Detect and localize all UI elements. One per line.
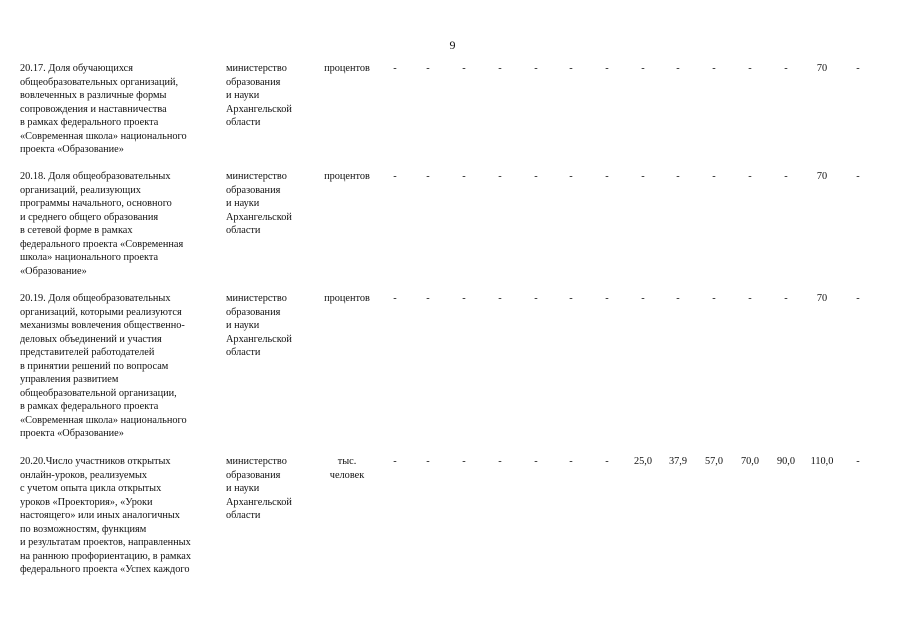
text-line: процентов bbox=[324, 293, 370, 304]
value-cell: - bbox=[569, 456, 573, 467]
text-line: «Образование» bbox=[20, 265, 87, 277]
value-cell: - bbox=[676, 171, 680, 182]
value-cell: - bbox=[569, 171, 573, 182]
value-cell: 57,0 bbox=[704, 456, 724, 467]
text-line: 20.17. Доля обучающихся bbox=[20, 63, 133, 74]
text-line: образования bbox=[226, 469, 281, 481]
text-line: области bbox=[226, 117, 261, 128]
text-line: организаций, которыми реализуются bbox=[20, 306, 182, 318]
text-line: и среднего общего образования bbox=[20, 211, 159, 223]
text-line: федерального проекта «Современная bbox=[20, 238, 184, 250]
value-cell: - bbox=[856, 63, 860, 74]
text-line: и науки bbox=[226, 483, 260, 494]
unit-of-measure bbox=[314, 62, 380, 76]
text-line: области bbox=[226, 225, 261, 236]
value-cell: - bbox=[856, 171, 860, 182]
value-cell: - bbox=[393, 456, 397, 467]
indicator-name bbox=[20, 455, 220, 577]
text-line: образования bbox=[226, 76, 281, 88]
text-line: в рамках федерального проекта bbox=[20, 117, 159, 128]
value-cell: - bbox=[462, 293, 466, 304]
value-cell: - bbox=[426, 456, 430, 467]
value-cell: 25,0 bbox=[633, 456, 653, 467]
text-line: настоящего» или иных аналогичных bbox=[20, 510, 180, 521]
text-line: на раннюю профориентацию, в рамках bbox=[20, 550, 192, 562]
text-line: области bbox=[226, 510, 261, 521]
text-line: общеобразовательных организаций, bbox=[20, 76, 179, 88]
value-cell: 70,0 bbox=[740, 456, 760, 467]
value-cell: - bbox=[641, 171, 645, 182]
text-line: образования bbox=[226, 306, 281, 318]
text-line: с учетом опыта цикла открытых bbox=[20, 483, 162, 494]
text-line: деловых объединений и участия bbox=[20, 333, 162, 345]
text-line: министерство bbox=[226, 171, 287, 182]
value-cell: - bbox=[534, 63, 538, 74]
text-line: в сетевой форме в рамках bbox=[20, 225, 133, 236]
text-line: онлайн-уроков, реализуемых bbox=[20, 469, 148, 481]
value-cell: - bbox=[393, 171, 397, 182]
value-cell: - bbox=[712, 293, 716, 304]
value-cell: - bbox=[462, 171, 466, 182]
responsible-executor bbox=[226, 292, 316, 360]
value-cell: - bbox=[712, 171, 716, 182]
value-cell: - bbox=[784, 63, 788, 74]
value-cell: - bbox=[605, 293, 609, 304]
text-line: и науки bbox=[226, 90, 260, 101]
text-line: уроков «Проектория», «Уроки bbox=[20, 496, 153, 508]
text-line: организаций, реализующих bbox=[20, 184, 141, 196]
value-cell: 90,0 bbox=[776, 456, 796, 467]
text-line: вовлеченных в различные формы bbox=[20, 90, 167, 101]
text-line: министерство bbox=[226, 293, 287, 304]
value-cell: 70 bbox=[816, 171, 828, 182]
value-cell: - bbox=[534, 171, 538, 182]
value-cell: - bbox=[498, 63, 502, 74]
text-line: министерство bbox=[226, 63, 287, 74]
value-cell: 70 bbox=[816, 63, 828, 74]
text-line: 20.18. Доля общеобразовательных bbox=[20, 171, 171, 182]
value-cell: - bbox=[426, 293, 430, 304]
value-cell: - bbox=[676, 293, 680, 304]
text-line: процентов bbox=[324, 171, 370, 182]
value-cell: - bbox=[641, 63, 645, 74]
value-cell: - bbox=[426, 171, 430, 182]
text-line: министерство bbox=[226, 456, 287, 467]
text-line: сопровождения и наставничества bbox=[20, 103, 167, 115]
value-cell: - bbox=[462, 63, 466, 74]
text-line: управления развитием bbox=[20, 374, 119, 385]
text-line: Архангельской bbox=[226, 333, 292, 345]
value-cell: - bbox=[676, 63, 680, 74]
text-line: проекта «Образование» bbox=[20, 428, 124, 439]
text-line: и результатам проектов, направленных bbox=[20, 537, 191, 548]
value-cell: 70 bbox=[816, 293, 828, 304]
indicator-name bbox=[20, 170, 220, 278]
value-cell: - bbox=[605, 171, 609, 182]
value-cell: - bbox=[534, 456, 538, 467]
text-line: «Современная школа» национального bbox=[20, 414, 187, 426]
value-cell: - bbox=[426, 63, 430, 74]
text-line: представителей работодателей bbox=[20, 347, 155, 358]
text-line: «Современная школа» национального bbox=[20, 130, 187, 142]
text-line: 20.20.Число участников открытых bbox=[20, 456, 171, 467]
text-line: программы начального, основного bbox=[20, 198, 172, 209]
text-line: в рамках федерального проекта bbox=[20, 401, 159, 412]
value-cell: - bbox=[569, 293, 573, 304]
unit-of-measure bbox=[314, 292, 380, 306]
text-line: проекта «Образование» bbox=[20, 144, 124, 155]
value-cell: - bbox=[605, 456, 609, 467]
value-cell: - bbox=[856, 293, 860, 304]
text-line: и науки bbox=[226, 198, 260, 209]
text-line: механизмы вовлечения общественно- bbox=[20, 320, 185, 331]
text-line: по возможностям, функциям bbox=[20, 523, 147, 535]
indicator-name bbox=[20, 292, 220, 441]
text-line: в принятии решений по вопросам bbox=[20, 360, 169, 372]
value-cell: - bbox=[784, 293, 788, 304]
value-cell: - bbox=[569, 63, 573, 74]
unit-of-measure bbox=[314, 170, 380, 184]
text-line: федерального проекта «Успех каждого bbox=[20, 564, 190, 575]
value-cell: - bbox=[605, 63, 609, 74]
value-cell: - bbox=[534, 293, 538, 304]
value-cell: - bbox=[748, 63, 752, 74]
value-cell: - bbox=[498, 293, 502, 304]
responsible-executor bbox=[226, 62, 316, 130]
value-cell: 37,9 bbox=[668, 456, 688, 467]
page-number: 9 bbox=[449, 38, 456, 52]
unit-of-measure bbox=[314, 455, 380, 482]
value-cell: - bbox=[641, 293, 645, 304]
value-cell: - bbox=[393, 63, 397, 74]
text-line: школа» национального проекта bbox=[20, 252, 159, 263]
text-line: 20.19. Доля общеобразовательных bbox=[20, 293, 171, 304]
responsible-executor bbox=[226, 170, 316, 238]
text-line: области bbox=[226, 347, 261, 358]
value-cell: - bbox=[856, 456, 860, 467]
value-cell: - bbox=[498, 171, 502, 182]
indicator-name bbox=[20, 62, 220, 157]
value-cell: - bbox=[498, 456, 502, 467]
text-line: Архангельской bbox=[226, 211, 292, 223]
value-cell: - bbox=[712, 63, 716, 74]
text-line: Архангельской bbox=[226, 103, 292, 115]
text-line: образования bbox=[226, 184, 281, 196]
text-line: процентов bbox=[324, 63, 370, 74]
value-cell: - bbox=[784, 171, 788, 182]
value-cell: - bbox=[748, 171, 752, 182]
text-line: Архангельской bbox=[226, 496, 292, 508]
text-line: общеобразовательной организации, bbox=[20, 387, 177, 399]
value-cell: 110,0 bbox=[810, 456, 834, 467]
text-line: и науки bbox=[226, 320, 260, 331]
text-line: тыс. bbox=[337, 456, 357, 467]
responsible-executor bbox=[226, 455, 316, 523]
value-cell: - bbox=[748, 293, 752, 304]
text-line: человек bbox=[329, 469, 365, 481]
value-cell: - bbox=[462, 456, 466, 467]
value-cell: - bbox=[393, 293, 397, 304]
